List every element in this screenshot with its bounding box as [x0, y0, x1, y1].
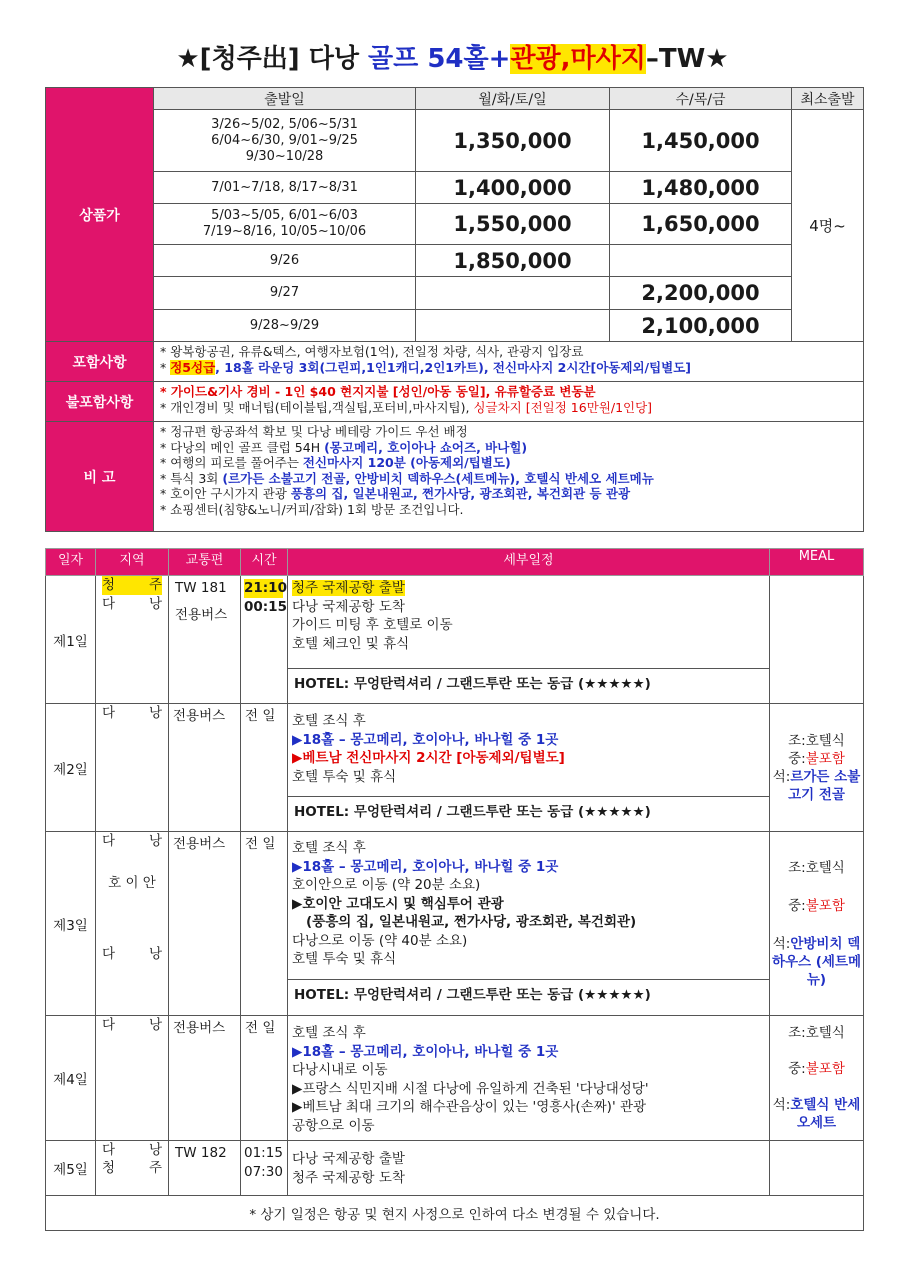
schedule-line: 다낭 국제공항 도착 [292, 598, 405, 615]
schedule-line: 가이드 미팅 후 호텔로 이동 [292, 617, 453, 633]
region-name [96, 704, 168, 723]
transport-cell [169, 832, 241, 1016]
schedule-line: 호텔 체크인 및 휴식 [292, 635, 410, 652]
itin-header-day: 일자 [46, 549, 96, 576]
included-line: * 왕복항공권, 유류&텍스, 여행자보험(1억), 전일정 차량, 식사, 관광지 입장료 [160, 344, 584, 359]
schedule-line: 호텔 조식 후 [292, 713, 366, 729]
remark-text: * 다낭의 메인 골프 클럽 54H [160, 439, 325, 455]
region-char: 다 [102, 1142, 116, 1158]
time-cell [241, 1141, 288, 1196]
flight-number: TW 181 [175, 580, 227, 596]
day-label: 제1일 [46, 576, 96, 704]
price-row-weekend: 2,100,000 [610, 310, 792, 342]
remark-highlight: 전신마사지 120분 (아동제외/팁별도) [302, 455, 511, 470]
meal-prefix: 석: [772, 768, 791, 785]
meal-prefix: 석: [772, 1097, 791, 1113]
excluded-line [160, 400, 857, 416]
excluded-line: * 가이드&기사 경비 - 1인 $40 현지지불 [성인/아동 동일], 유류할증료 변동분 [160, 384, 596, 399]
time-cell [241, 1016, 288, 1141]
schedule-line: ▶베트남 전신마사지 2시간 [아동제외/팁별도] [292, 750, 565, 766]
meal-value: 불포함 [805, 897, 845, 914]
departure-time: 21:10 [244, 580, 287, 596]
remark-line [160, 455, 857, 471]
schedule-line: 청주 국제공항 도착 [292, 1169, 405, 1186]
remark-highlight: (몽고메리, 호이아나 쇼어즈, 바나힐) [324, 439, 528, 455]
arrival-time: 00:15 [244, 598, 287, 615]
schedule-line: ▶프랑스 식민지배 시절 다낭에 유일하게 건축된 '다낭대성당' [292, 1080, 649, 1097]
schedule-cell [288, 1016, 770, 1141]
transport-bus: 전용버스 [173, 708, 226, 724]
remark-text: * 특식 3회 [160, 470, 223, 486]
title-airline: –TW★ [645, 44, 729, 74]
region-char: 낭 [148, 945, 162, 962]
time-cell [241, 704, 288, 832]
region-name [102, 576, 162, 595]
hotel-line: HOTEL: 무엉탄럭셔리 / 그랜드투란 또는 동급 (★★★★★) [288, 796, 769, 828]
remark-line [160, 440, 857, 456]
price-row-period: 3/26~5/02, 5/06~5/31 6/04~6/30, 9/01~9/25 9/30~10/28 [154, 110, 416, 172]
remark-line [160, 486, 857, 502]
included-label: 포함사항 [46, 342, 154, 382]
price-row-period: 9/28~9/29 [154, 310, 416, 342]
meal-prefix: 중: [788, 897, 806, 914]
included-golf-massage: , 18홀 라운딩 3회(그린피,1인1캐디,2인1카트), 전신마사지 2시간[아동제외/팁별도] [215, 359, 692, 375]
price-row-weekend: 1,480,000 [610, 172, 792, 204]
remark-highlight: (르가든 소불고기 전골, 안방비치 덱하우스(세트메뉴), 호텔식 반세오 세트메뉴 [222, 470, 654, 486]
remark-text: * 여행의 피로를 풀어주는 [160, 455, 303, 470]
excluded-label: 불포함사항 [46, 382, 154, 422]
meal-value: 르가든 소불고기 전골 [788, 768, 861, 803]
remark-line [160, 471, 857, 487]
itin-header-meal: MEAL [770, 549, 864, 576]
price-row-weekday: 1,550,000 [416, 204, 610, 245]
schedule-line: 공항으로 이동 [292, 1117, 375, 1134]
excluded-single-charge: 싱글차지 [전일정 16만원/1인당] [473, 399, 653, 415]
region-char: 다 [102, 1017, 116, 1033]
meal-value: 호텔식 반세오세트 [790, 1097, 861, 1131]
region-cell [96, 576, 169, 704]
schedule-line: 호텔 조식 후 [292, 1025, 366, 1041]
meal-lunch [770, 1060, 863, 1078]
region-char: 청 [102, 1160, 116, 1176]
price-section-label: 상품가 [46, 88, 154, 342]
day-label: 제3일 [46, 832, 96, 1016]
remark-line: * 정규편 항공좌석 확보 및 다낭 베테랑 가이드 우선 배정 [160, 424, 468, 439]
time-cell [241, 576, 288, 704]
region-char: 낭 [148, 595, 162, 612]
price-row-period: 9/26 [154, 245, 416, 277]
remark-highlight: 풍흥의 집, 일본내원교, 쩐가사당, 광조회관, 복건회관 등 관광 [290, 486, 631, 501]
meal-cell [770, 1016, 864, 1141]
transport-bus: 전용버스 [173, 836, 226, 852]
price-row-weekday [416, 277, 610, 310]
itinerary-day-row [46, 1141, 864, 1196]
hotel-grade-highlight: 정5성급 [170, 359, 216, 375]
transport-cell [169, 1016, 241, 1141]
price-row-weekend: 1,650,000 [610, 204, 792, 245]
header-weekend: 수/목/금 [610, 88, 792, 110]
itinerary-table [45, 548, 864, 1231]
itinerary-day-row [46, 832, 864, 1016]
schedule-line: 호텔 조식 후 [292, 840, 366, 856]
region-char: 낭 [148, 1142, 162, 1158]
day-label: 제5일 [46, 1141, 96, 1196]
day-label: 제4일 [46, 1016, 96, 1141]
region-cell [96, 1141, 169, 1196]
region-cell [96, 1016, 169, 1141]
min-departure: 4명~ [792, 110, 864, 342]
itinerary-day-row [46, 1016, 864, 1141]
transport-cell [169, 576, 241, 704]
itinerary-day-row [46, 704, 864, 832]
meal-prefix: 중: [788, 750, 806, 767]
itin-header-time: 시간 [241, 549, 288, 576]
transport-bus: 전용버스 [175, 606, 228, 623]
schedule-line: 다낭 국제공항 출발 [292, 1151, 405, 1167]
region-name [96, 1141, 168, 1159]
price-info-table [45, 87, 864, 532]
region-char: 다 [102, 945, 116, 962]
price-row-period: 9/27 [154, 277, 416, 310]
region-char: 낭 [148, 833, 162, 849]
title-part1: ★[청주出] 다낭 [176, 44, 369, 74]
region-name [96, 1016, 168, 1035]
remark-line: * 쇼핑센터(침향&노니/커피/잡화) 1회 방문 조건입니다. [160, 501, 464, 517]
price-row-weekend [610, 245, 792, 277]
itinerary-day-row [46, 576, 864, 704]
price-row-weekend: 1,450,000 [610, 110, 792, 172]
remarks-label: 비 고 [46, 422, 154, 532]
schedule-line: 호이안으로 이동 (약 20분 소요) [292, 877, 481, 893]
departure-time: 01:15 [244, 1145, 283, 1161]
itin-header-schedule: 세부일정 [288, 549, 770, 576]
transport-bus: 전용버스 [173, 1020, 226, 1036]
header-weekday: 월/화/토/일 [416, 88, 610, 110]
meal-dinner [770, 1096, 863, 1132]
schedule-cell [288, 704, 770, 832]
schedule-line: 호텔 투숙 및 휴식 [292, 768, 397, 785]
schedule-line: ▶18홀 – 몽고메리, 호이아나, 바나힐 중 1곳 [292, 731, 559, 748]
region-char: 다 [102, 833, 116, 849]
transport-cell [169, 1141, 241, 1196]
price-row-weekday: 1,400,000 [416, 172, 610, 204]
region-cell [96, 704, 169, 832]
region-char: 주 [148, 1160, 162, 1176]
hotel-line: HOTEL: 무엉탄럭셔리 / 그랜드투란 또는 동급 (★★★★★) [288, 668, 769, 700]
price-row-weekday: 1,850,000 [416, 245, 610, 277]
meal-breakfast: 조:호텔식 [788, 732, 845, 749]
excluded-notes [154, 382, 864, 422]
schedule-cell [288, 832, 770, 1016]
meal-breakfast: 조:호텔식 [788, 1025, 845, 1041]
meal-cell [770, 832, 864, 1016]
region-char: 낭 [148, 705, 162, 721]
day-label: 제2일 [46, 704, 96, 832]
meal-prefix: 석: [772, 935, 791, 952]
bullet: * [160, 359, 171, 375]
price-row-period: 7/01~7/18, 8/17~8/31 [154, 172, 416, 204]
region-cell [96, 832, 169, 1016]
meal-prefix: 중: [788, 1061, 806, 1077]
region-char: 낭 [148, 1017, 162, 1033]
transport-cell [169, 704, 241, 832]
schedule-line: (풍흥의 집, 일본내원교, 쩐가사당, 광조회관, 복건회관) [306, 914, 637, 930]
region-char: 청 [102, 577, 116, 593]
included-line [160, 360, 857, 376]
meal-breakfast: 조:호텔식 [788, 859, 845, 876]
price-row-weekday [416, 310, 610, 342]
region-name [96, 945, 168, 964]
header-min-departure: 최소출발 [792, 88, 864, 110]
title-tour: 관광,마사지 [510, 44, 646, 74]
price-row-period: 5/03~5/05, 6/01~6/03 7/19~8/16, 10/05~10/06 [154, 204, 416, 245]
meal-value: 불포함 [805, 1061, 845, 1077]
hotel-line: HOTEL: 무엉탄럭셔리 / 그랜드투란 또는 동급 (★★★★★) [288, 979, 769, 1011]
meal-lunch [770, 750, 863, 768]
flight-number: TW 182 [175, 1145, 227, 1161]
remarks-notes [154, 422, 864, 532]
itin-header-region: 지역 [96, 549, 169, 576]
time-cell [241, 832, 288, 1016]
region-name: 호 이 안 [108, 875, 156, 891]
schedule-cell [288, 1141, 770, 1196]
schedule-line: 다낭으로 이동 (약 40분 소요) [292, 932, 468, 949]
region-name [96, 1159, 168, 1177]
region-char: 다 [102, 595, 116, 612]
region-name [96, 595, 168, 614]
schedule-line: ▶18홀 – 몽고메리, 호이아나, 바나힐 중 1곳 [292, 858, 559, 875]
excluded-personal: * 개인경비 및 매너팁(테이블팁,객실팁,포터비,마사지팁), [160, 399, 474, 415]
title-golf: 골프 54홀+ [368, 44, 511, 74]
schedule-line: 호텔 투숙 및 휴식 [292, 951, 397, 967]
header-period: 출발일 [154, 88, 416, 110]
meal-cell [770, 1141, 864, 1196]
schedule-line: ▶18홀 – 몽고메리, 호이아나, 바나힐 중 1곳 [292, 1043, 559, 1060]
meal-cell [770, 704, 864, 832]
region-name [96, 832, 168, 850]
time-allday: 전 일 [245, 836, 276, 852]
region-char: 다 [102, 705, 116, 721]
region-char: 주 [148, 577, 162, 593]
schedule-line: 청주 국제공항 출발 [292, 580, 405, 596]
arrival-time: 07:30 [244, 1163, 283, 1180]
meal-value: 불포함 [805, 750, 845, 767]
schedule-line: 다낭시내로 이동 [292, 1062, 388, 1078]
included-notes [154, 342, 864, 382]
time-allday: 전 일 [245, 1020, 276, 1036]
meal-value: 안방비치 덱하우스 (세트메뉴) [771, 935, 862, 988]
footer-note: * 상기 일정은 항공 및 현지 사정으로 인하여 다소 변경될 수 있습니다. [46, 1196, 864, 1231]
schedule-line: ▶호이안 고대도시 및 핵심투어 관광 [292, 895, 504, 912]
meal-dinner [770, 768, 863, 804]
schedule-line: ▶베트남 최대 크기의 해수관음상이 있는 '영흥사(손짜)' 관광 [292, 1099, 647, 1115]
meal-lunch [770, 897, 863, 915]
itin-header-transport: 교통편 [169, 549, 241, 576]
time-allday: 전 일 [245, 708, 276, 724]
price-row-weekday: 1,350,000 [416, 110, 610, 172]
price-row-weekend: 2,200,000 [610, 277, 792, 310]
page-title [0, 38, 905, 75]
schedule-cell [288, 576, 770, 704]
remark-text: * 호이안 구시가지 관광 [160, 486, 291, 501]
meal-dinner [770, 935, 863, 989]
meal-cell [770, 576, 864, 704]
